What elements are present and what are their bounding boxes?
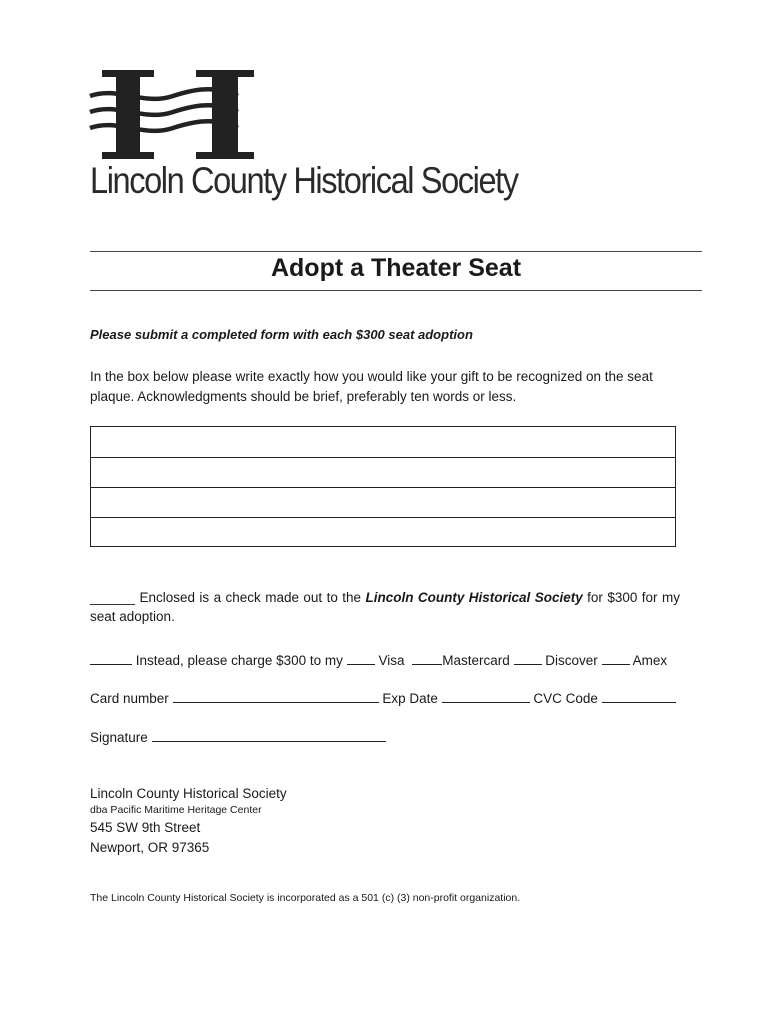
charge-option-blank[interactable] <box>90 652 132 665</box>
check-option <box>90 588 680 626</box>
card-number-field[interactable] <box>173 690 379 703</box>
card-mastercard-label: Mastercard <box>442 653 510 668</box>
check-option-blank[interactable]: ______ <box>90 590 136 605</box>
plaque-line-divider <box>91 457 675 458</box>
plaque-line-divider <box>91 517 675 518</box>
discover-blank[interactable] <box>514 652 542 665</box>
page-title: Adopt a Theater Seat <box>270 254 522 282</box>
card-amex-label: Amex <box>632 653 668 668</box>
instructions: In the box below please write exactly how you would like your gift to be recognized on the seat plaque. Acknowledgments should be brief, preferably ten words or less. <box>90 369 653 404</box>
cvc-label: CVC Code <box>533 691 598 706</box>
charge-option <box>90 652 667 668</box>
h-waves-logo-icon <box>88 66 258 160</box>
cvc-field[interactable] <box>602 690 676 703</box>
signature-field[interactable] <box>152 729 386 742</box>
title-bottom-rule <box>90 290 702 291</box>
plaque-text-box[interactable] <box>90 426 676 547</box>
signature-label: Signature <box>90 730 148 745</box>
address-city: Newport, OR 97365 <box>90 840 210 855</box>
card-visa-label: Visa <box>378 653 405 668</box>
signature-row <box>90 729 386 745</box>
visa-blank[interactable] <box>347 652 375 665</box>
check-option-org: Lincoln County Historical Society <box>365 590 583 605</box>
logo-org-name: Lincoln County Historical Society <box>90 160 518 201</box>
plaque-line-divider <box>91 487 675 488</box>
footer-note: The Lincoln County Historical Society is incorporated as a 501 (c) (3) non-profit organization. <box>90 892 521 904</box>
amex-blank[interactable] <box>602 652 630 665</box>
card-fields-row <box>90 690 676 706</box>
title-top-rule <box>90 251 702 252</box>
check-option-text: Enclosed is a check made out to the <box>139 590 362 605</box>
exp-date-field[interactable] <box>442 690 530 703</box>
intro-note: Please submit a completed form with each $300 seat adoption <box>90 327 473 342</box>
address-street: 545 SW 9th Street <box>90 820 201 835</box>
address-org: Lincoln County Historical Society <box>90 786 287 801</box>
card-number-label: Card number <box>90 691 169 706</box>
check-option-text-after: for $300 for my seat adoption. <box>90 590 680 624</box>
mastercard-blank[interactable] <box>412 652 442 665</box>
exp-date-label: Exp Date <box>382 691 438 706</box>
address-dba: dba Pacific Maritime Heritage Center <box>90 804 262 816</box>
card-discover-label: Discover <box>545 653 598 668</box>
charge-option-text: Instead, please charge $300 to my <box>135 653 343 668</box>
